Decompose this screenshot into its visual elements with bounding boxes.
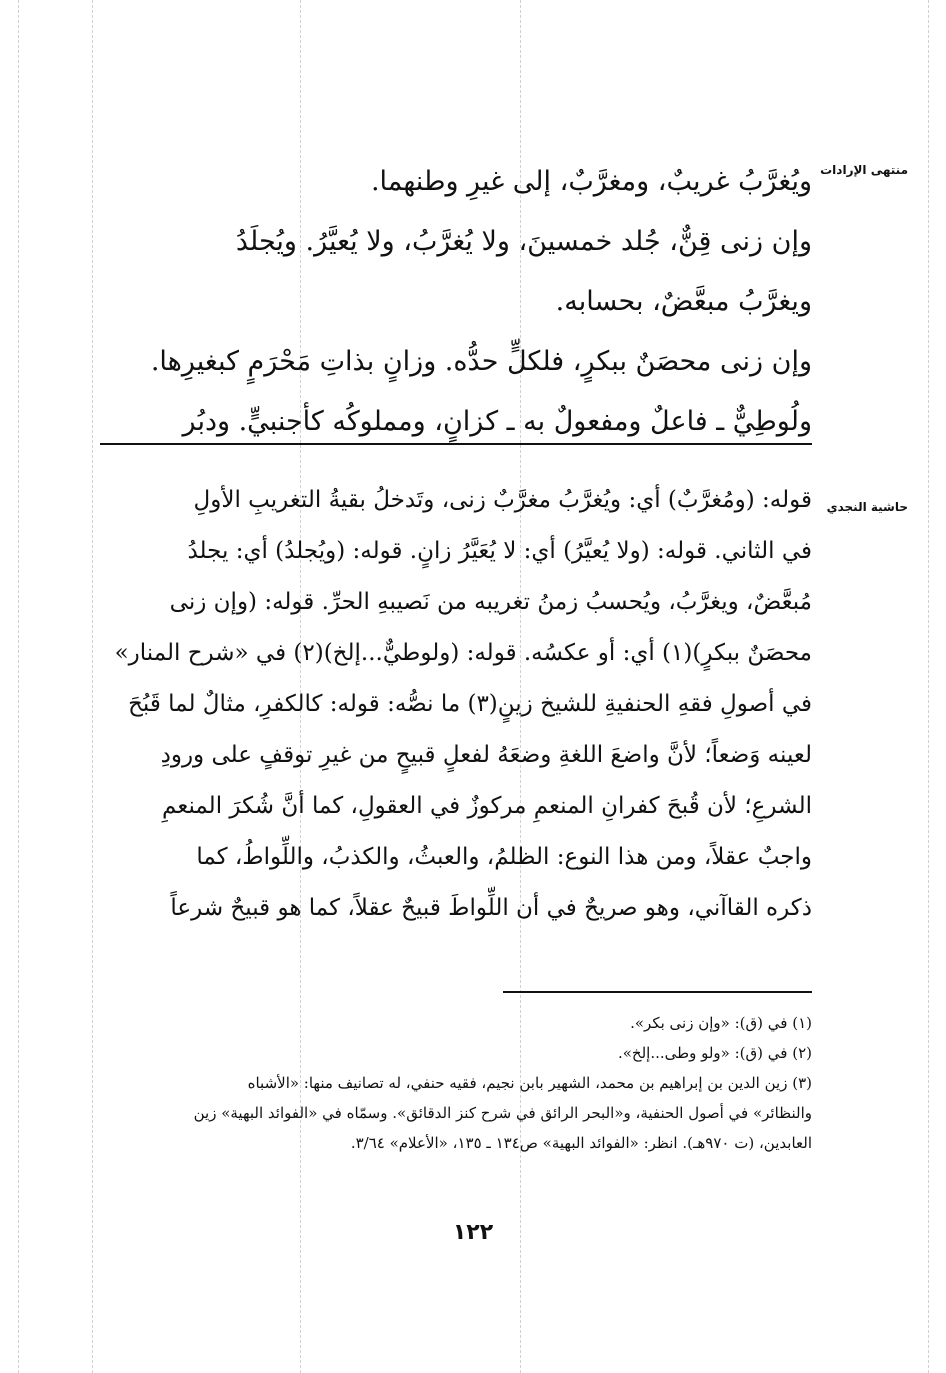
- commentary-text: [100, 475, 812, 934]
- main-text: [100, 152, 812, 452]
- guide-line: [18, 0, 19, 1373]
- footnote-line: العابدين، (ت ٩٧٠هـ). انظر: «الفوائد البهية» ص١٣٤ ـ ١٣٥، «الأعلام» ٣/٦٤.: [350, 1134, 812, 1152]
- footnote-line: (٣) زين الدين بن إبراهيم بن محمد، الشهير بابن نجيم، فقيه حنفي، له تصانيف منها: «الأشباه: [247, 1074, 812, 1092]
- commentary-line: مُبعَّضٌ، ويغرَّبُ، ويُحسبُ زمنُ تغريبه من نَصيبهِ الحرِّ. قوله: (وإن زنى: [169, 589, 812, 615]
- commentary-line: واجبٌ عقلاً، ومن هذا النوع: الظلمُ، والعبثُ، والكذبُ، واللِّواطُ، كما: [196, 844, 812, 870]
- main-text-line: ويُغرَّبُ غريبٌ، ومغرَّبٌ، إلى غيرِ وطنهما.: [370, 166, 812, 197]
- commentary-line: لعينه وَضعاً؛ لأنَّ واضعَ اللغةِ وضعَهُ لفعلٍ قبيحٍ من غيرِ توقفٍ على ورودِ: [160, 742, 812, 768]
- main-text-line: ولُوطِيٌّ ـ فاعلٌ ومفعولٌ به ـ كزانٍ، ومملوكُه كأجنبيٍّ. ودبُر: [182, 406, 812, 437]
- footnote-line: (٢) في (ق): «ولو وطى...إلخ».: [617, 1044, 812, 1062]
- commentary-line: في أصولِ فقهِ الحنفيةِ للشيخ زينٍ(٣) ما نصُّه: قوله: كالكفرِ، مثالٌ لما قَبُحَ: [128, 691, 812, 717]
- commentary-title-label: حاشية النجدي: [826, 500, 908, 514]
- guide-line: [928, 0, 929, 1373]
- page-number: ١٢٢: [452, 1220, 494, 1245]
- section-divider: [100, 443, 812, 445]
- footnotes: [100, 1008, 812, 1158]
- footnote-line: (١) في (ق): «وإن زنى بكر».: [630, 1014, 812, 1032]
- footnote-line: والنظائر» في أصول الحنفية، و«البحر الرائق في شرح كنز الدقائق». وسمّاه في «الفوائد البهية» زين: [193, 1104, 812, 1122]
- commentary-line: ذكره القاآني، وهو صريحٌ في أن اللِّواطَ قبيحٌ عقلاً، كما هو قبيحٌ شرعاً: [170, 895, 812, 921]
- footnote-divider: [503, 991, 812, 993]
- commentary-line: قوله: (ومُغرَّبٌ) أي: ويُغرَّبُ مغرَّبٌ زنى، وتَدخلُ بقيةُ التغريبِ الأولِ: [193, 487, 812, 513]
- main-text-line: ويغرَّبُ مبعَّضٌ، بحسابه.: [555, 286, 812, 317]
- book-title-label: منتهى الإرادات: [820, 163, 908, 177]
- guide-line: [92, 0, 93, 1373]
- commentary-line: الشرعِ؛ لأن قُبحَ كفرانِ المنعمِ مركوزٌ في العقولِ، كما أنَّ شُكرَ المنعمِ: [162, 793, 812, 819]
- commentary-line: محصَنٌ ببكرٍ)(١) أي: أو عكسُه. قوله: (ولوطيٌّ...إلخ)(٢) في «شرح المنار»: [114, 640, 812, 666]
- commentary-line: في الثاني. قوله: (ولا يُعيَّرُ) أي: لا يُعَيَّرُ زانٍ. قوله: (ويُجلدُ) أي: يجلدُ: [187, 538, 812, 564]
- main-text-line: وإن زنى محصَنٌ ببكرٍ، فلكلٍّ حدُّه. وزانٍ بذاتِ مَحْرَمٍ كبغيرِها.: [150, 346, 812, 377]
- main-text-line: وإن زنى قِنٌّ، جُلد خمسينَ، ولا يُغرَّبُ، ولا يُعيَّرُ. ويُجلَدُ: [235, 226, 812, 257]
